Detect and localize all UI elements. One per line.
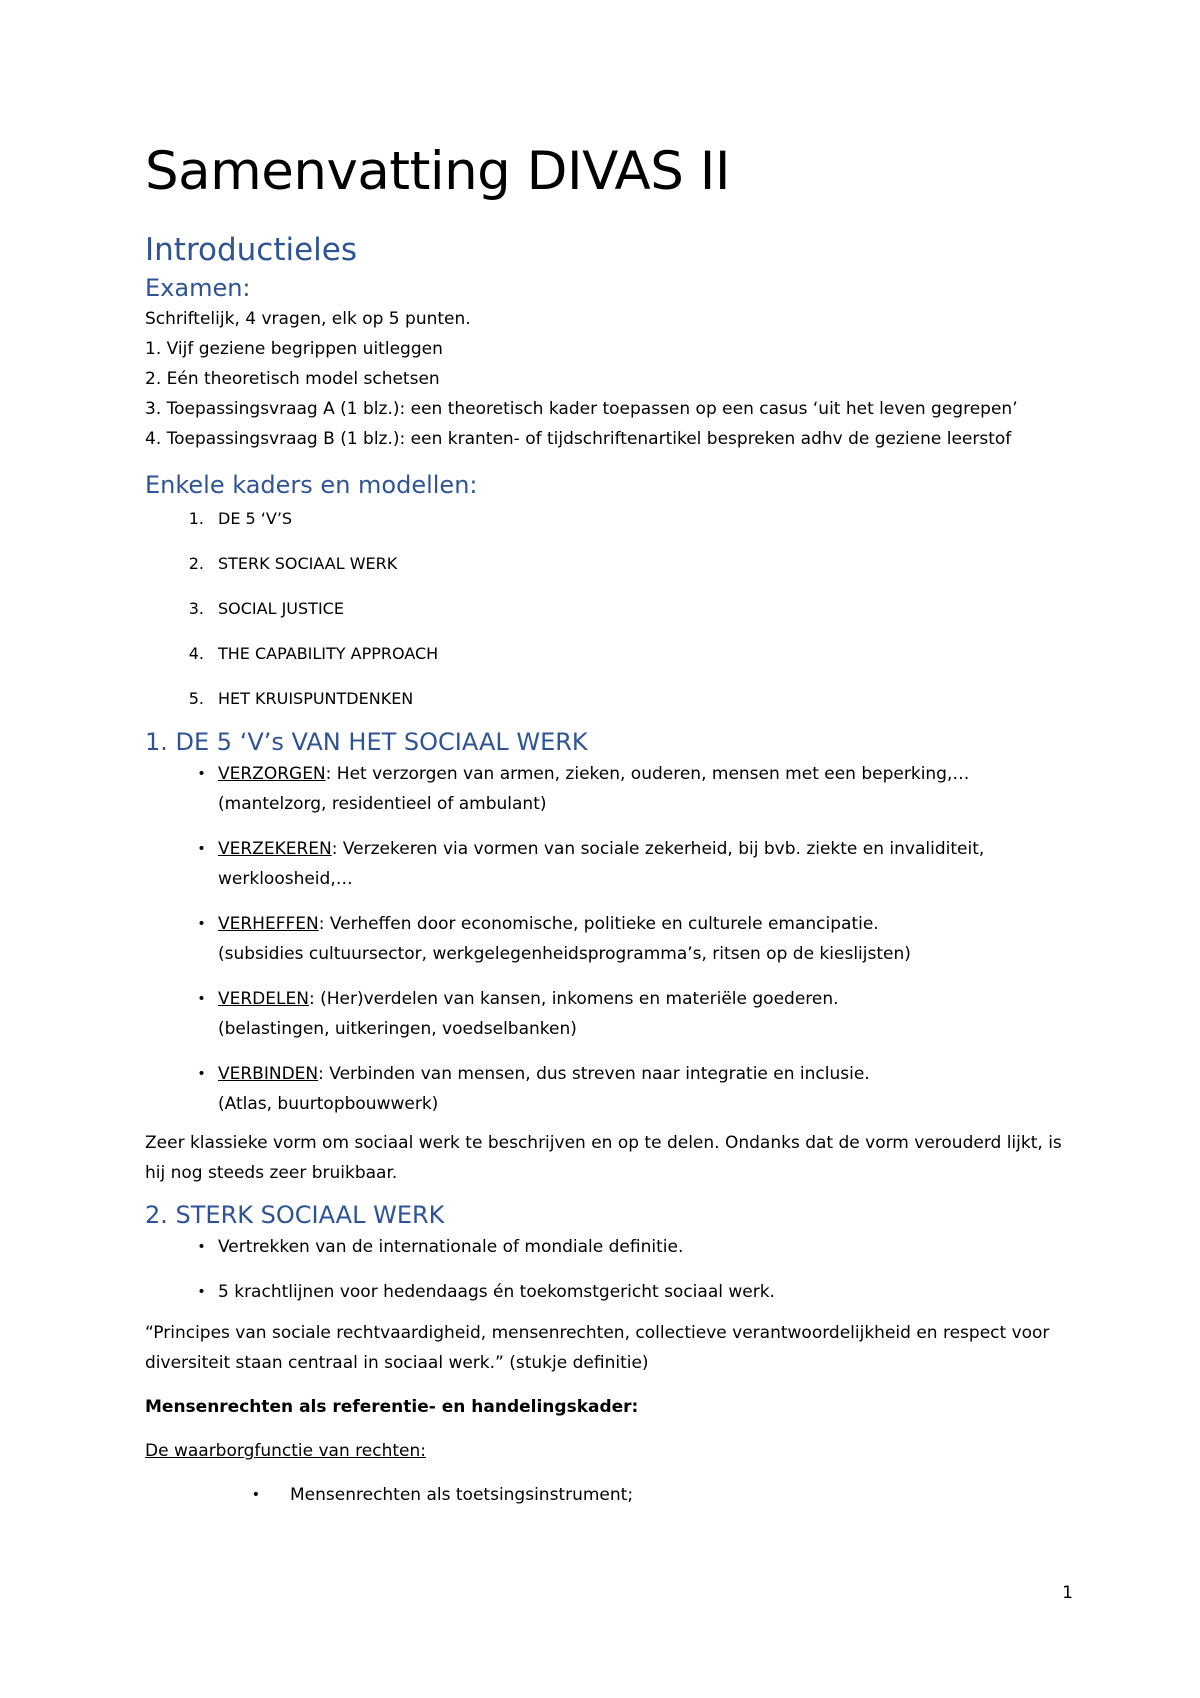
bullet-text: Vertrekken van de internationale of mondiale definitie. [218,1237,684,1257]
bullet-icon: • [197,1239,206,1255]
term-text: : Verheffen door economische, politieke en culturele emancipatie. [318,914,879,934]
list-item [145,639,1075,669]
exam-lines [145,304,1075,454]
list-label: THE CAPABILITY APPROACH [218,644,439,663]
list-number: 4. [188,644,204,663]
bullet-icon: • [197,916,206,932]
bullet-text: 5 krachtlijnen voor hedendaags én toekomstgericht sociaal werk. [218,1282,775,1302]
term-text: : Verbinden van mensen, dus streven naar integratie en inclusie. [318,1064,870,1084]
section1-bullets [145,759,1075,1119]
underlined-subheading: De waarborgfunctie van rechten: [145,1441,426,1461]
bullet-text: Mensenrechten als toetsingsinstrument; [290,1485,634,1505]
list-item [145,984,1075,1044]
heading-examen: Examen: [145,274,251,302]
term-text: : Verzekeren via vormen van sociale zekerheid, bij bvb. ziekte en invaliditeit, werkloosheid,… [218,839,985,889]
list-label: STERK SOCIAAL WERK [218,554,398,573]
sub-bullets [145,1480,1075,1510]
list-item [145,1277,1075,1307]
list-item [145,1480,1075,1510]
bold-subheading: Mensenrechten als referentie- en handelingskader: [145,1397,639,1417]
definition-quote: “Principes van sociale rechtvaardigheid, mensenrechten, collectieve verantwoordelijkheid en respect voor diversiteit staan centraal in sociaal werk.” (stukje definitie) [145,1323,1050,1373]
heading-section-1: 1. DE 5 ‘V’s VAN HET SOCIAAL WERK [145,728,588,756]
bullet-icon: • [197,1066,206,1082]
term: VERZORGEN [218,764,326,784]
term-note: (subsidies cultuursector, werkgelegenheidsprogramma’s, ritsen op de kieslijsten) [218,944,911,964]
exam-line: 2. Eén theoretisch model schetsen [145,369,440,389]
term-text: : Het verzorgen van armen, zieken, ouderen, mensen met een beperking,… [325,764,970,784]
bullet-icon: • [197,841,206,857]
list-item [145,549,1075,579]
list-item [145,1059,1075,1119]
term-note: (mantelzorg, residentieel of ambulant) [218,794,547,814]
exam-line: 1. Vijf geziene begrippen uitleggen [145,339,443,359]
term-text: : (Her)verdelen van kansen, inkomens en materiële goederen. [308,989,839,1009]
list-label: HET KRUISPUNTDENKEN [218,689,414,708]
list-label: DE 5 ‘V’S [218,509,293,528]
list-item [145,759,1075,819]
list-item [145,909,1075,969]
term-note: (Atlas, buurtopbouwwerk) [218,1094,439,1114]
heading-introductieles: Introductieles [145,232,358,268]
section1-closing: Zeer klassieke vorm om sociaal werk te beschrijven en op te delen. Ondanks dat de vorm verouderd lijkt, is hij nog steeds zeer bruikbaar. [145,1133,1062,1183]
term-note: (belastingen, uitkeringen, voedselbanken) [218,1019,577,1039]
document-page [145,140,1075,1510]
bullet-icon: • [197,1284,206,1300]
document-title: Samenvatting DIVAS II [145,141,730,202]
list-label: SOCIAL JUSTICE [218,599,344,618]
list-item [145,1232,1075,1262]
list-number: 2. [188,554,204,573]
bullet-icon: • [251,1487,260,1503]
page-number: 1 [1062,1583,1073,1603]
list-item [145,834,1075,894]
heading-kaders-modellen: Enkele kaders en modellen: [145,471,478,499]
exam-line: Schriftelijk, 4 vragen, elk op 5 punten. [145,309,471,329]
term: VERHEFFEN [218,914,319,934]
list-number: 5. [188,689,204,708]
term: VERDELEN [218,989,309,1009]
list-item [145,684,1075,714]
list-number: 1. [188,509,204,528]
list-item [145,594,1075,624]
term: VERBINDEN [218,1064,319,1084]
list-item [145,504,1075,534]
section2-bullets [145,1232,1075,1307]
exam-line: 4. Toepassingsvraag B (1 blz.): een kranten- of tijdschriftenartikel bespreken adhv de geziene leerstof [145,429,1012,449]
models-list [145,504,1075,714]
bullet-icon: • [197,766,206,782]
heading-section-2: 2. STERK SOCIAAL WERK [145,1201,445,1229]
bullet-icon: • [197,991,206,1007]
list-number: 3. [188,599,204,618]
exam-line: 3. Toepassingsvraag A (1 blz.): een theoretisch kader toepassen op een casus ‘uit het leven gegrepen’ [145,399,1018,419]
term: VERZEKEREN [218,839,332,859]
